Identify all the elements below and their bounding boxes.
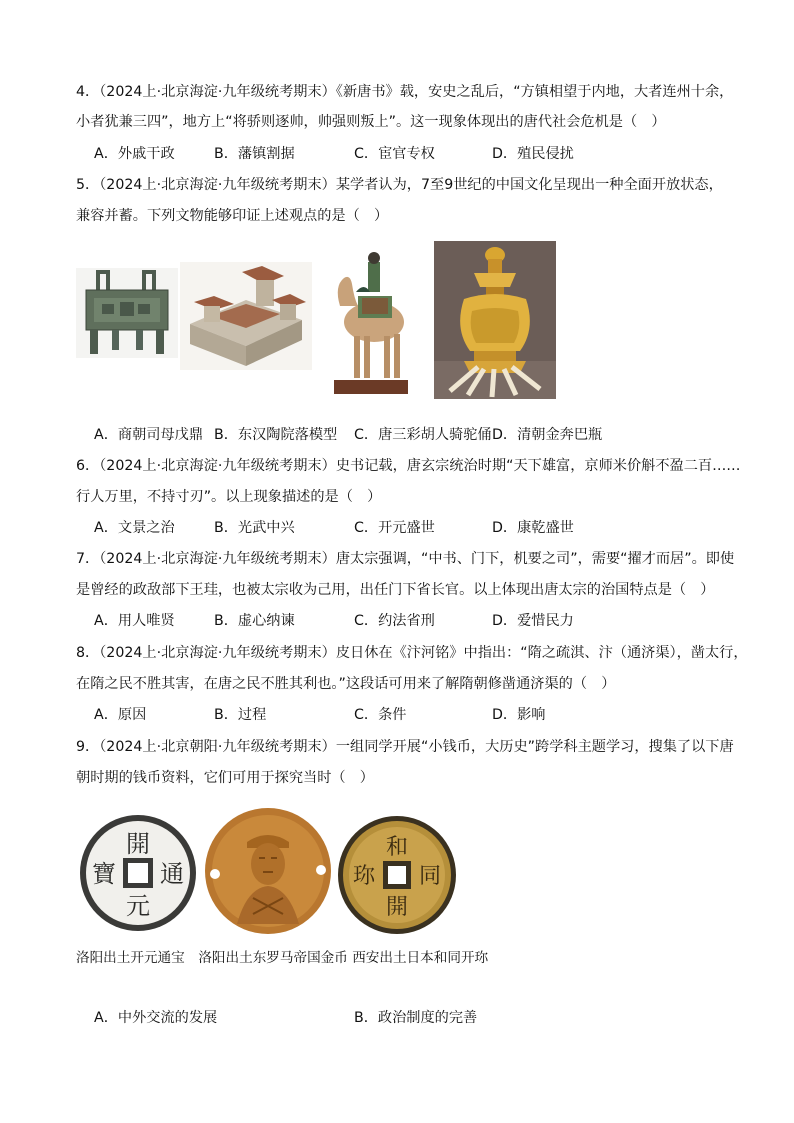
question-9-line-2: 朝时期的钱币资料，它们可用于探究当时（ ） bbox=[76, 770, 374, 786]
kaiyuan-tongbao-coin-image bbox=[78, 812, 198, 934]
coin-char-right: 通 bbox=[160, 860, 184, 888]
question-4-option-b[interactable]: B．藩镇割据 bbox=[214, 146, 295, 162]
question-6-option-d[interactable]: D．康乾盛世 bbox=[492, 520, 574, 536]
question-7-line-1: 7．（2024上·北京海淀·九年级统考期末）唐太宗强调，“中书、门下，机要之司”，需要“擢才而居”。即使 bbox=[76, 551, 735, 567]
question-6-option-c[interactable]: C．开元盛世 bbox=[354, 520, 435, 536]
coin-char-top: 和 bbox=[385, 835, 409, 860]
question-5-line-2: 兼容并蓄。下列文物能够印证上述观点的是（ ） bbox=[76, 208, 389, 224]
simuwu-ding-image bbox=[76, 268, 178, 358]
question-5-option-a[interactable]: A．商朝司母戊鼎 bbox=[94, 427, 204, 443]
question-4-option-d[interactable]: D．殖民侵扰 bbox=[492, 146, 574, 162]
question-9-option-a[interactable]: A．中外交流的发展 bbox=[94, 1010, 218, 1026]
question-7-option-d[interactable]: D．爱惜民力 bbox=[492, 613, 574, 629]
question-7-line-2: 是曾经的政敌部下王珪，也被太宗收为己用，出任门下省长官。以上体现出唐太宗的治国特点是（ ） bbox=[76, 582, 715, 598]
question-6-line-2: 行人万里，不持寸刃”。以上现象描述的是（ ） bbox=[76, 489, 382, 505]
question-5-option-b[interactable]: B．东汉陶院落模型 bbox=[214, 427, 338, 443]
question-7-option-b[interactable]: B．虚心纳谏 bbox=[214, 613, 295, 629]
question-4-option-a[interactable]: A．外戚干政 bbox=[94, 146, 175, 162]
question-8-option-d[interactable]: D．影响 bbox=[492, 707, 546, 723]
coin-caption: 洛阳出土开元通宝 洛阳出土东罗马帝国金币 西安出土日本和同开珎 bbox=[76, 950, 489, 966]
question-4-line-1: 4．（2024上·北京海淀·九年级统考期末）《新唐书》载，安史之乱后，“方镇相望于内地，大者连州十余， bbox=[76, 84, 734, 100]
question-8-line-2: 在隋之民不胜其害，在唐之民不胜其利也。”这段话可用来了解隋朝修凿通济渠的（ ） bbox=[76, 676, 616, 692]
pottery-courtyard-model-image bbox=[180, 262, 312, 370]
wado-kaichin-coin-image bbox=[336, 814, 458, 936]
question-8-line-1: 8．（2024上·北京海淀·九年级统考期末）皮日休在《汴河铭》中指出：“隋之疏淇、汴（通济渠），凿太行， bbox=[76, 645, 748, 661]
question-6-line-1: 6．（2024上·北京海淀·九年级统考期末）史书记载，唐玄宗统治时期“天下雄富，京师米价斛不盈二百…… bbox=[76, 458, 741, 474]
tang-sancai-camel-image bbox=[328, 248, 414, 396]
coin-char-right: 同 bbox=[418, 864, 442, 889]
question-9-line-1: 9．（2024上·北京朝阳·九年级统考期末）一组同学开展“小钱币，大历史”跨学科主题学习，搜集了以下唐 bbox=[76, 739, 734, 755]
question-5-option-c[interactable]: C．唐三彩胡人骑驼俑 bbox=[354, 427, 492, 443]
question-7-option-a[interactable]: A．用人唯贤 bbox=[94, 613, 175, 629]
question-6-option-b[interactable]: B．光武中兴 bbox=[214, 520, 295, 536]
question-8-option-c[interactable]: C．条件 bbox=[354, 707, 407, 723]
question-5-option-d[interactable]: D．清朝金奔巴瓶 bbox=[492, 427, 603, 443]
coin-char-left: 寶 bbox=[92, 860, 116, 888]
question-8-option-a[interactable]: A．原因 bbox=[94, 707, 147, 723]
coin-char-bottom: 元 bbox=[126, 892, 150, 920]
coin-char-top: 開 bbox=[126, 830, 150, 858]
byzantine-gold-coin-image bbox=[203, 806, 333, 936]
question-9-option-b[interactable]: B．政治制度的完善 bbox=[354, 1010, 478, 1026]
question-4-option-c[interactable]: C．宦官专权 bbox=[354, 146, 435, 162]
question-5-line-1: 5．（2024上·北京海淀·九年级统考期末）某学者认为，7至9世纪的中国文化呈现出一种全面开放状态， bbox=[76, 177, 723, 193]
question-4-line-2: 小者犹兼三四”，地方上“将骄则逐帅，帅强则叛上”。这一现象体现出的唐代社会危机是（ ） bbox=[76, 114, 666, 130]
question-7-option-c[interactable]: C．约法省刑 bbox=[354, 613, 435, 629]
question-6-option-a[interactable]: A．文景之治 bbox=[94, 520, 175, 536]
coin-char-left: 珎 bbox=[352, 864, 376, 889]
coin-char-bottom: 開 bbox=[385, 895, 409, 920]
golden-bumpa-vase-image bbox=[434, 241, 556, 399]
question-8-option-b[interactable]: B．过程 bbox=[214, 707, 267, 723]
